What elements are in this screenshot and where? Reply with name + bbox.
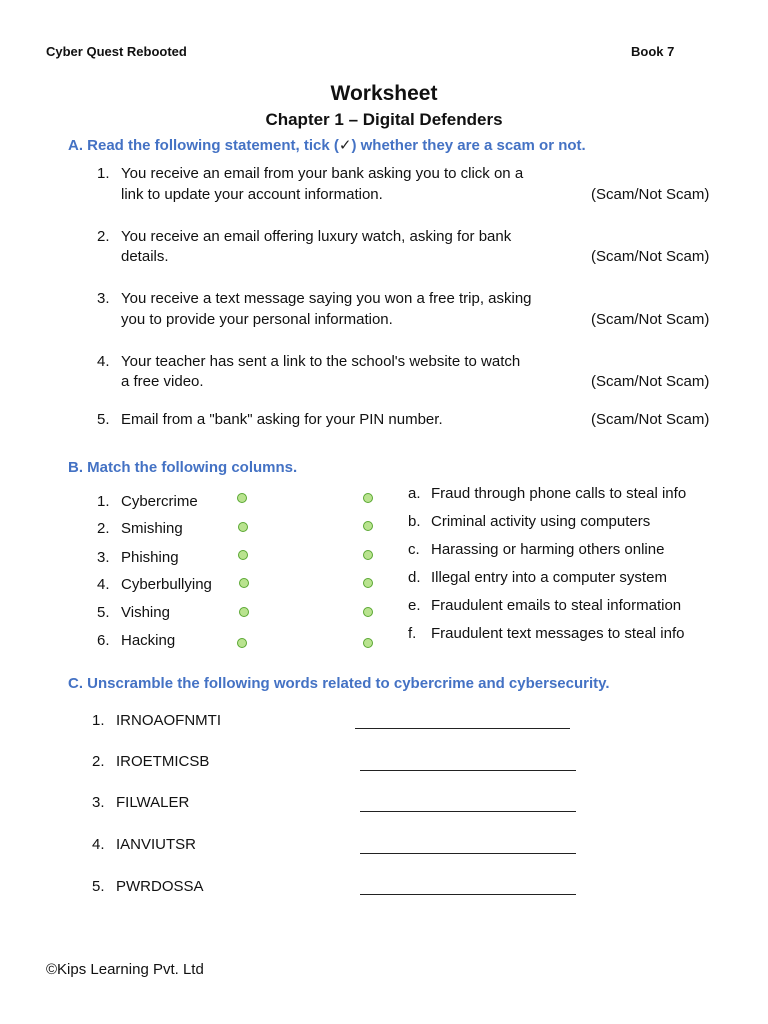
scam-item-line1: You receive a text message saying you won a free trip, asking (121, 290, 532, 307)
section-c-heading: C. Unscramble the following words related to cybercrime and cybersecurity. (68, 675, 610, 692)
page-title: Worksheet (330, 82, 438, 105)
match-dot-icon[interactable] (237, 638, 247, 648)
section-b-heading: B. Match the following columns. (68, 459, 298, 476)
scam-item-line2: a free video. (121, 373, 204, 390)
answer-line[interactable] (360, 811, 576, 812)
section-a-heading-pre: A. Read the following statement, tick ( (68, 137, 339, 154)
unscramble-number: 2. (92, 753, 105, 770)
page-subtitle: Chapter 1 – Digital Defenders (265, 110, 503, 129)
scam-item-line1: You receive an email from your bank asking you to click on a (121, 165, 524, 182)
match-definition: Illegal entry into a computer system (431, 569, 667, 586)
match-term: Vishing (121, 604, 170, 621)
header-right: Book 7 (631, 44, 675, 59)
match-term-number: 6. (97, 632, 110, 649)
unscramble-number: 4. (92, 836, 105, 853)
scam-item-number: 4. (97, 353, 110, 370)
section-a-heading-post: ) whether they are a scam or not. (351, 137, 586, 154)
match-term: Smishing (121, 520, 183, 537)
match-term: Cyberbullying (121, 576, 212, 593)
scam-item-line1: Your teacher has sent a link to the school's website to watch (121, 353, 521, 370)
match-term-number: 5. (97, 604, 110, 621)
match-definition-letter: d. (408, 569, 421, 586)
unscramble-word: IANVIUTSR (116, 836, 197, 853)
scam-item-number: 1. (97, 165, 110, 182)
answer-line[interactable] (360, 770, 576, 771)
unscramble-number: 3. (92, 794, 105, 811)
match-definition-letter: a. (408, 485, 421, 502)
match-dot-icon[interactable] (239, 578, 249, 588)
match-definition: Fraudulent emails to steal information (431, 597, 682, 614)
tick-icon: ✓ (338, 137, 352, 154)
scam-item-line1: Email from a "bank" asking for your PIN number. (121, 411, 443, 428)
answer-line[interactable] (360, 894, 576, 895)
match-dot-icon[interactable] (237, 493, 247, 503)
scam-item-answer[interactable]: (Scam/Not Scam) (591, 311, 710, 328)
scam-item-line2: link to update your account information. (121, 186, 383, 203)
section-a-heading (68, 136, 586, 154)
match-definition: Fraudulent text messages to steal info (431, 625, 685, 642)
match-definition-letter: e. (408, 597, 421, 614)
match-term-number: 1. (97, 493, 110, 510)
scam-item-number: 2. (97, 228, 110, 245)
match-definition-letter: c. (408, 541, 420, 558)
match-term-number: 2. (97, 520, 110, 537)
header-left: Cyber Quest Rebooted (46, 44, 187, 59)
match-dot-icon[interactable] (363, 578, 373, 588)
scam-item-line2: you to provide your personal information. (121, 311, 393, 328)
scam-item-number: 3. (97, 290, 110, 307)
scam-item-number: 5. (97, 411, 110, 428)
match-dot-icon[interactable] (363, 493, 373, 503)
scam-item-answer[interactable]: (Scam/Not Scam) (591, 186, 710, 203)
scam-item-answer[interactable]: (Scam/Not Scam) (591, 373, 710, 390)
match-dot-icon[interactable] (363, 607, 373, 617)
match-term-number: 3. (97, 549, 110, 566)
match-definition-letter: b. (408, 513, 421, 530)
match-dot-icon[interactable] (363, 638, 373, 648)
match-dot-icon[interactable] (239, 607, 249, 617)
match-term-number: 4. (97, 576, 110, 593)
unscramble-word: IRNOAOFNMTI (116, 712, 221, 729)
unscramble-number: 5. (92, 878, 105, 895)
match-definition-letter: f. (408, 625, 417, 642)
match-term: Cybercrime (121, 493, 198, 510)
scam-item-line1: You receive an email offering luxury watch, asking for bank (121, 228, 512, 245)
unscramble-word: IROETMICSB (116, 753, 210, 770)
match-term: Hacking (121, 632, 176, 649)
scam-item-answer[interactable]: (Scam/Not Scam) (591, 248, 710, 265)
match-dot-icon[interactable] (363, 521, 373, 531)
scam-item-answer[interactable]: (Scam/Not Scam) (591, 411, 710, 428)
match-definition: Harassing or harming others online (431, 541, 665, 558)
unscramble-word: FILWALER (116, 794, 190, 811)
answer-line[interactable] (360, 853, 576, 854)
match-term: Phishing (121, 549, 179, 566)
match-dot-icon[interactable] (363, 550, 373, 560)
unscramble-word: PWRDOSSA (116, 878, 204, 895)
match-definition: Fraud through phone calls to steal info (431, 485, 687, 502)
match-dot-icon[interactable] (238, 550, 248, 560)
footer-copyright: ©Kips Learning Pvt. Ltd (46, 961, 204, 978)
match-definition: Criminal activity using computers (431, 513, 651, 530)
match-dot-icon[interactable] (238, 522, 248, 532)
scam-item-line2: details. (121, 248, 169, 265)
unscramble-number: 1. (92, 712, 105, 729)
answer-line[interactable] (355, 728, 570, 729)
